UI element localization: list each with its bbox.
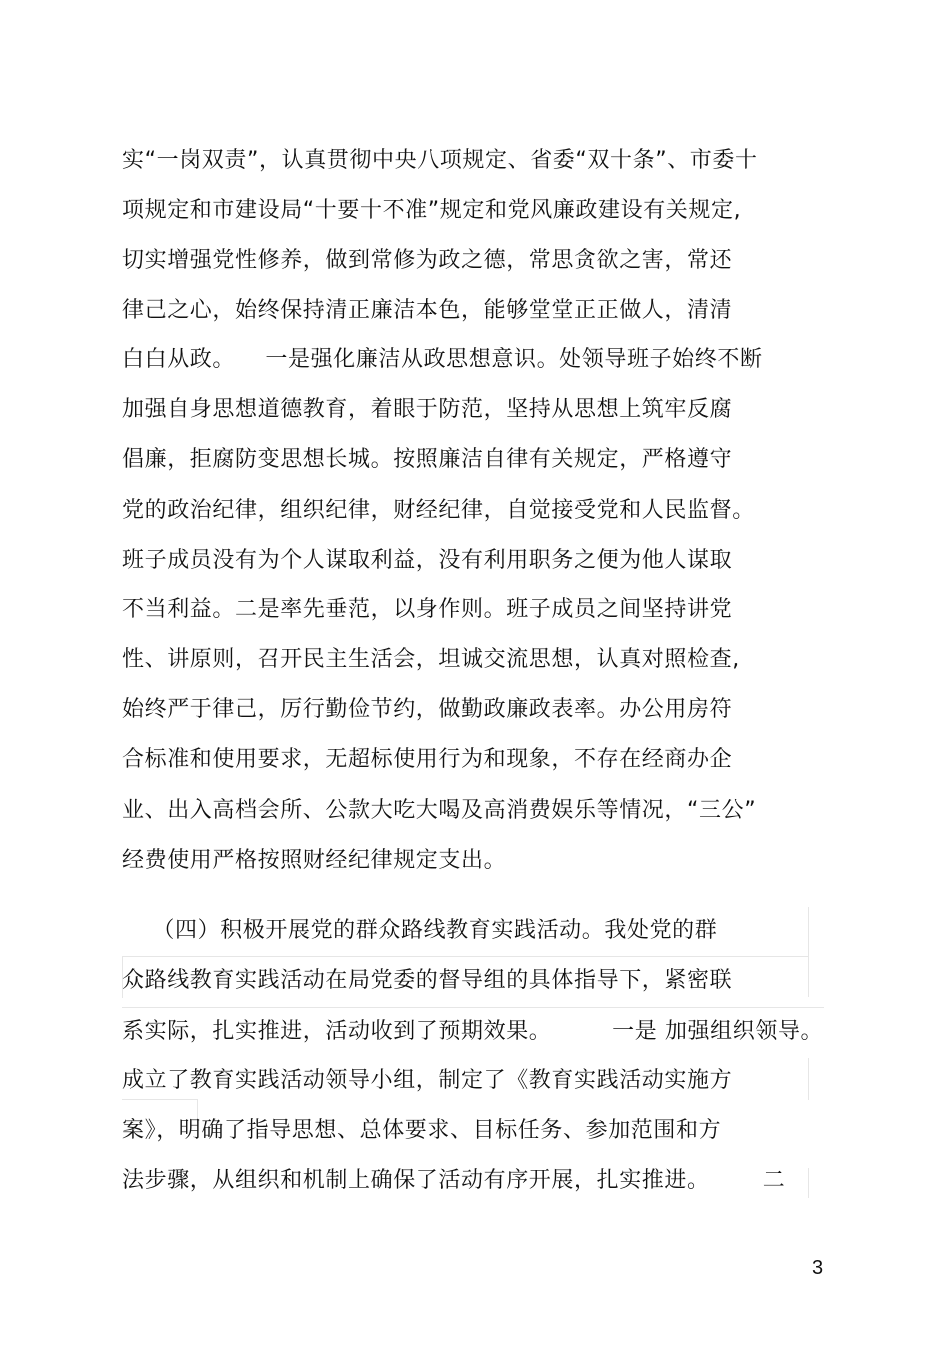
body-text-line: 项规定和市建设局“十要十不准”规定和党风廉政建设有关规定, <box>122 198 742 223</box>
body-text-line: 不当利益。二是率先垂范，以身作则。班子成员之间坚持讲党 <box>122 597 733 622</box>
body-text-line: 众路线教育实践活动在局党委的督导组的具体指导下，紧密联 <box>122 968 733 993</box>
body-text-line: 合标准和使用要求，无超标使用行为和现象，不存在经商办企 <box>122 747 733 772</box>
body-text-line: 系实际，扎实推进，活动收到了预期效果。 一是 加强组织领导。 <box>122 1019 824 1044</box>
body-text-line: 加强自身思想道德教育，着眼于防范，坚持从思想上筑牢反腐 <box>122 397 733 422</box>
body-text-line: 经费使用严格按照财经纪律规定支出。 <box>122 848 507 873</box>
body-text-line: 性、讲原则，召开民主生活会，坦诚交流思想，认真对照检查, <box>122 647 740 672</box>
table-border <box>122 1007 824 1008</box>
body-text-line: 律己之心，始终保持清正廉洁本色，能够堂堂正正做人，清清 <box>122 298 733 323</box>
body-text-line: 党的政治纪律，组织纪律，财经纪律，自觉接受党和人民监督。 <box>122 498 755 523</box>
table-border <box>808 1168 809 1198</box>
table-border <box>808 1058 809 1100</box>
body-text-line: 始终严于律己，厉行勤俭节约，做勤政廉政表率。办公用房符 <box>122 697 733 722</box>
body-text-line: 班子成员没有为个人谋取利益，没有利用职务之便为他人谋取 <box>122 548 733 573</box>
body-text-line: 倡廉，拒腐防变思想长城。按照廉洁自律有关规定，严格遵守 <box>122 447 733 472</box>
body-text-line: 法步骤，从组织和机制上确保了活动有序开展，扎实推进。 二 <box>122 1168 786 1193</box>
table-border <box>122 1099 197 1100</box>
body-text-line: 实“一岗双责”，认真贯彻中央八项规定、省委“双十条”、市委十 <box>122 148 758 173</box>
body-text-line: 业、出入高档会所、公款大吃大喝及高消费娱乐等情况，“三公” <box>122 798 757 823</box>
body-text-line: 切实增强党性修养，做到常修为政之德，常思贪欲之害，常还 <box>122 248 733 273</box>
page-number: 3 <box>812 1257 824 1279</box>
table-border <box>122 956 808 957</box>
body-text-line: （四）积极开展党的群众路线教育实践活动。我处党的群 <box>122 918 718 943</box>
body-text-line: 白白从政。 一是强化廉洁从政思想意识。处领导班子始终不断 <box>122 347 763 372</box>
body-text-line: 案》，明确了指导思想、总体要求、目标任务、参加范围和方 <box>122 1118 722 1143</box>
body-text-line: 成立了教育实践活动领导小组，制定了《教育实践活动实施方 <box>122 1068 733 1093</box>
table-border <box>808 907 809 997</box>
